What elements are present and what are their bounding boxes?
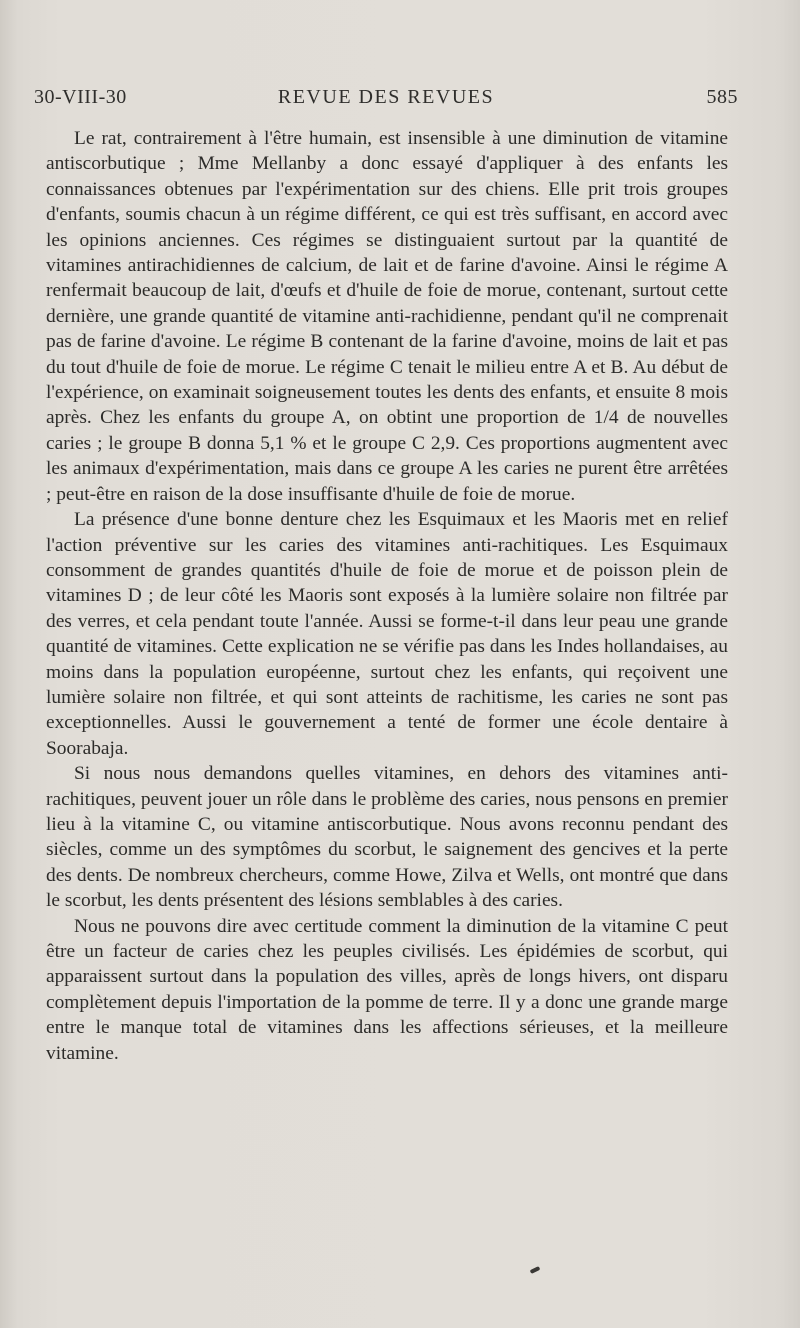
header-journal-title: REVUE DES REVUES [277,86,495,108]
header-date: 30-VIII-30 [34,86,127,108]
page-number: 585 [706,86,738,108]
ink-mark [530,1266,541,1274]
paragraph: La présence d'une bonne denture chez les Esquimaux et les Maoris met en relief l'action préventive sur les caries des vitamines anti-rachitiques. Les Esquimaux consomment de grandes quantités d'huile de foie de morue et de poisson plein de vitamines D ; de leur côté les Maoris sont exposés à la lumière solaire non filtrée par des verres, et cela pendant toute l'année. Aussi se forme-t-il dans leur peau une grande quantité de vitamines. Cette explication ne se vérifie pas dans les Indes hollandaises, au moins dans la population européenne, surtout chez les enfants, qui reçoivent une lumière solaire non filtrée, et qui sont atteints de rachitisme, les caries ne sont pas exceptionnelles. Aussi le gouvernement a tenté de former une école dentaire à Soorabaja. [46,509,728,759]
paragraph: Nous ne pouvons dire avec certitude comment la diminution de la vitamine C peut être un facteur de caries chez les peuples civilisés. Les épidémies de scorbut, qui apparaissent surtout dans la population des villes, après de longs hivers, ont disparu complètement depuis l'importation de la pomme de terre. Il y a donc une grande marge entre le manque total de vitamines dans les affections sérieuses, et la meilleure vitamine. [46,915,728,1064]
paragraph: Le rat, contrairement à l'être humain, est insensible à une diminution de vitamine antiscorbutique ; Mme Mellanby a donc essayé d'appliquer à des enfants les connaissances obtenues par l'expérimentation sur des chiens. Elle prit trois groupes d'enfants, soumis chacun à un régime différent, ce qui est très suffisant, en accord avec les opinions anciennes. Ces régimes se distinguaient surtout par la quantité de vitamines antirachidiennes de calcium, de lait et de farine d'avoine. Ainsi le régime A renfermait beaucoup de lait, d'œufs et d'huile de foie de morue, contenant, surtout cette dernière, une grande quantité de vitamine anti-rachidienne, pendant qu'il ne comprenait pas de farine d'avoine. Le régime B contenant de la farine d'avoine, moins de lait et pas du tout d'huile de foie de morue. Le régime C tenait le milieu entre A et B. Au début de l'expérience, on examinait soigneusement toutes les dents des enfants, et ensuite 8 mois après. Chez les enfants du groupe A, on obtint une proportion de 1/4 de nouvelles caries ; le groupe B donna 5,1 % et le groupe C 2,9. Ces proportions augmentent avec les animaux d'expérimentation, mais dans ce groupe A les caries ne purent être arrêtées ; peut-être en raison de la dose insuffisante d'huile de foie de morue. [46,128,728,505]
running-header [34,86,738,114]
article-body [46,126,728,1066]
paragraph: Si nous nous demandons quelles vitamines, en dehors des vitamines anti-rachitiques, peuvent jouer un rôle dans le problème des caries, nous pensons en premier lieu à la vitamine C, ou vitamine antiscorbutique. Nous avons reconnu pendant des siècles, comme un des symptômes du scorbut, le saignement des gencives et la perte des dents. De nombreux chercheurs, comme Howe, Zilva et Wells, ont montré que dans le scorbut, les dents présentent des lésions semblables à des caries. [46,763,728,912]
